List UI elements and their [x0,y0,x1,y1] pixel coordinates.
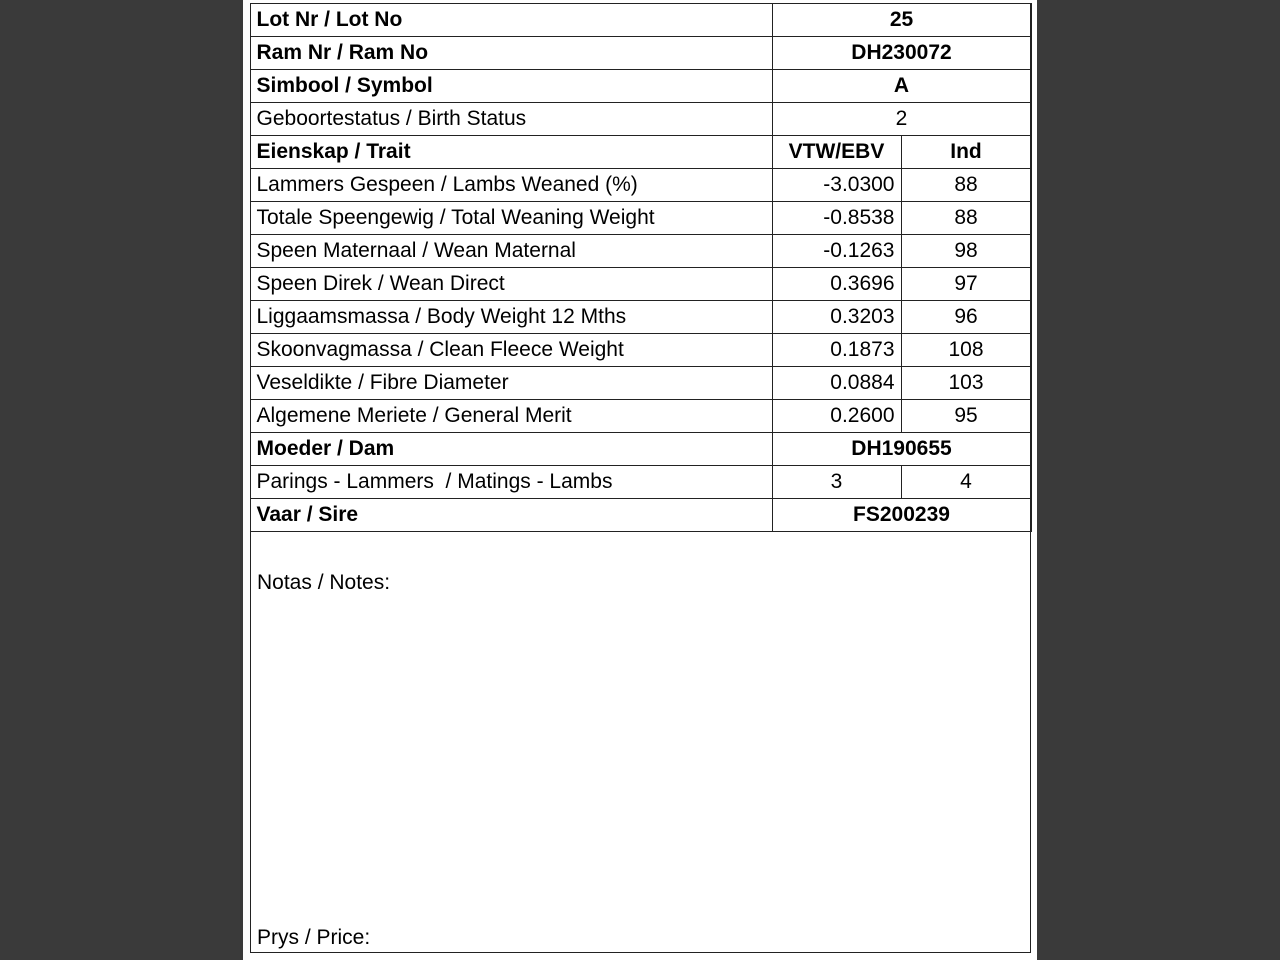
trait-ebv: 0.1873 [772,333,901,366]
trait-row [250,366,1031,399]
trait-row [250,168,1031,201]
notes-label: Notas / Notes: [257,571,391,594]
birth-status-row [250,102,1031,135]
sire-value: FS200239 [772,498,1031,531]
trait-ind: 97 [901,267,1031,300]
trait-ebv: -0.8538 [772,201,901,234]
trait-name: Speen Maternaal / Wean Maternal [250,234,772,267]
trait-ebv: 0.3203 [772,300,901,333]
lambs-value: 4 [901,465,1031,498]
trait-ind: 95 [901,399,1031,432]
document-page [243,0,1037,960]
trait-name: Totale Speengewig / Total Weaning Weight [250,201,772,234]
trait-name: Liggaamsmassa / Body Weight 12 Mths [250,300,772,333]
trait-ind: 108 [901,333,1031,366]
trait-ebv: -0.1263 [772,234,901,267]
matings-value: 3 [772,465,901,498]
trait-ind: 98 [901,234,1031,267]
symbol-label: Simbool / Symbol [250,69,772,102]
lot-value: 25 [772,3,1031,36]
lot-row [250,3,1031,36]
dam-label: Moeder / Dam [250,432,772,465]
trait-name: Algemene Meriete / General Merit [250,399,772,432]
trait-ebv: -3.0300 [772,168,901,201]
lot-label: Lot Nr / Lot No [250,3,772,36]
ebv-column-header: VTW/EBV [772,135,901,168]
birth-status-label: Geboortestatus / Birth Status [250,102,772,135]
dam-row [250,432,1031,465]
matings-row [250,465,1031,498]
lot-table [250,3,1032,532]
trait-row [250,201,1031,234]
trait-name: Speen Direk / Wean Direct [250,267,772,300]
ind-column-header: Ind [901,135,1031,168]
matings-label: Parings - Lammers / Matings - Lambs [250,465,772,498]
trait-name: Lammers Gespeen / Lambs Weaned (%) [250,168,772,201]
trait-name: Skoonvagmassa / Clean Fleece Weight [250,333,772,366]
price-label: Prys / Price: [257,926,371,949]
trait-ind: 103 [901,366,1031,399]
ram-label: Ram Nr / Ram No [250,36,772,69]
trait-row [250,333,1031,366]
trait-ind: 88 [901,168,1031,201]
sire-row [250,498,1031,531]
trait-header-row [250,135,1031,168]
lot-sheet [250,3,1031,953]
trait-name: Veseldikte / Fibre Diameter [250,366,772,399]
trait-ebv: 0.0884 [772,366,901,399]
birth-status-value: 2 [772,102,1031,135]
trait-ebv: 0.2600 [772,399,901,432]
symbol-value: A [772,69,1031,102]
trait-row [250,234,1031,267]
trait-column-header: Eienskap / Trait [250,135,772,168]
ram-row [250,36,1031,69]
trait-ind: 96 [901,300,1031,333]
dam-value: DH190655 [772,432,1031,465]
trait-ind: 88 [901,201,1031,234]
sire-label: Vaar / Sire [250,498,772,531]
ram-value: DH230072 [772,36,1031,69]
symbol-row [250,69,1031,102]
trait-ebv: 0.3696 [772,267,901,300]
trait-row [250,300,1031,333]
trait-row [250,399,1031,432]
trait-row [250,267,1031,300]
